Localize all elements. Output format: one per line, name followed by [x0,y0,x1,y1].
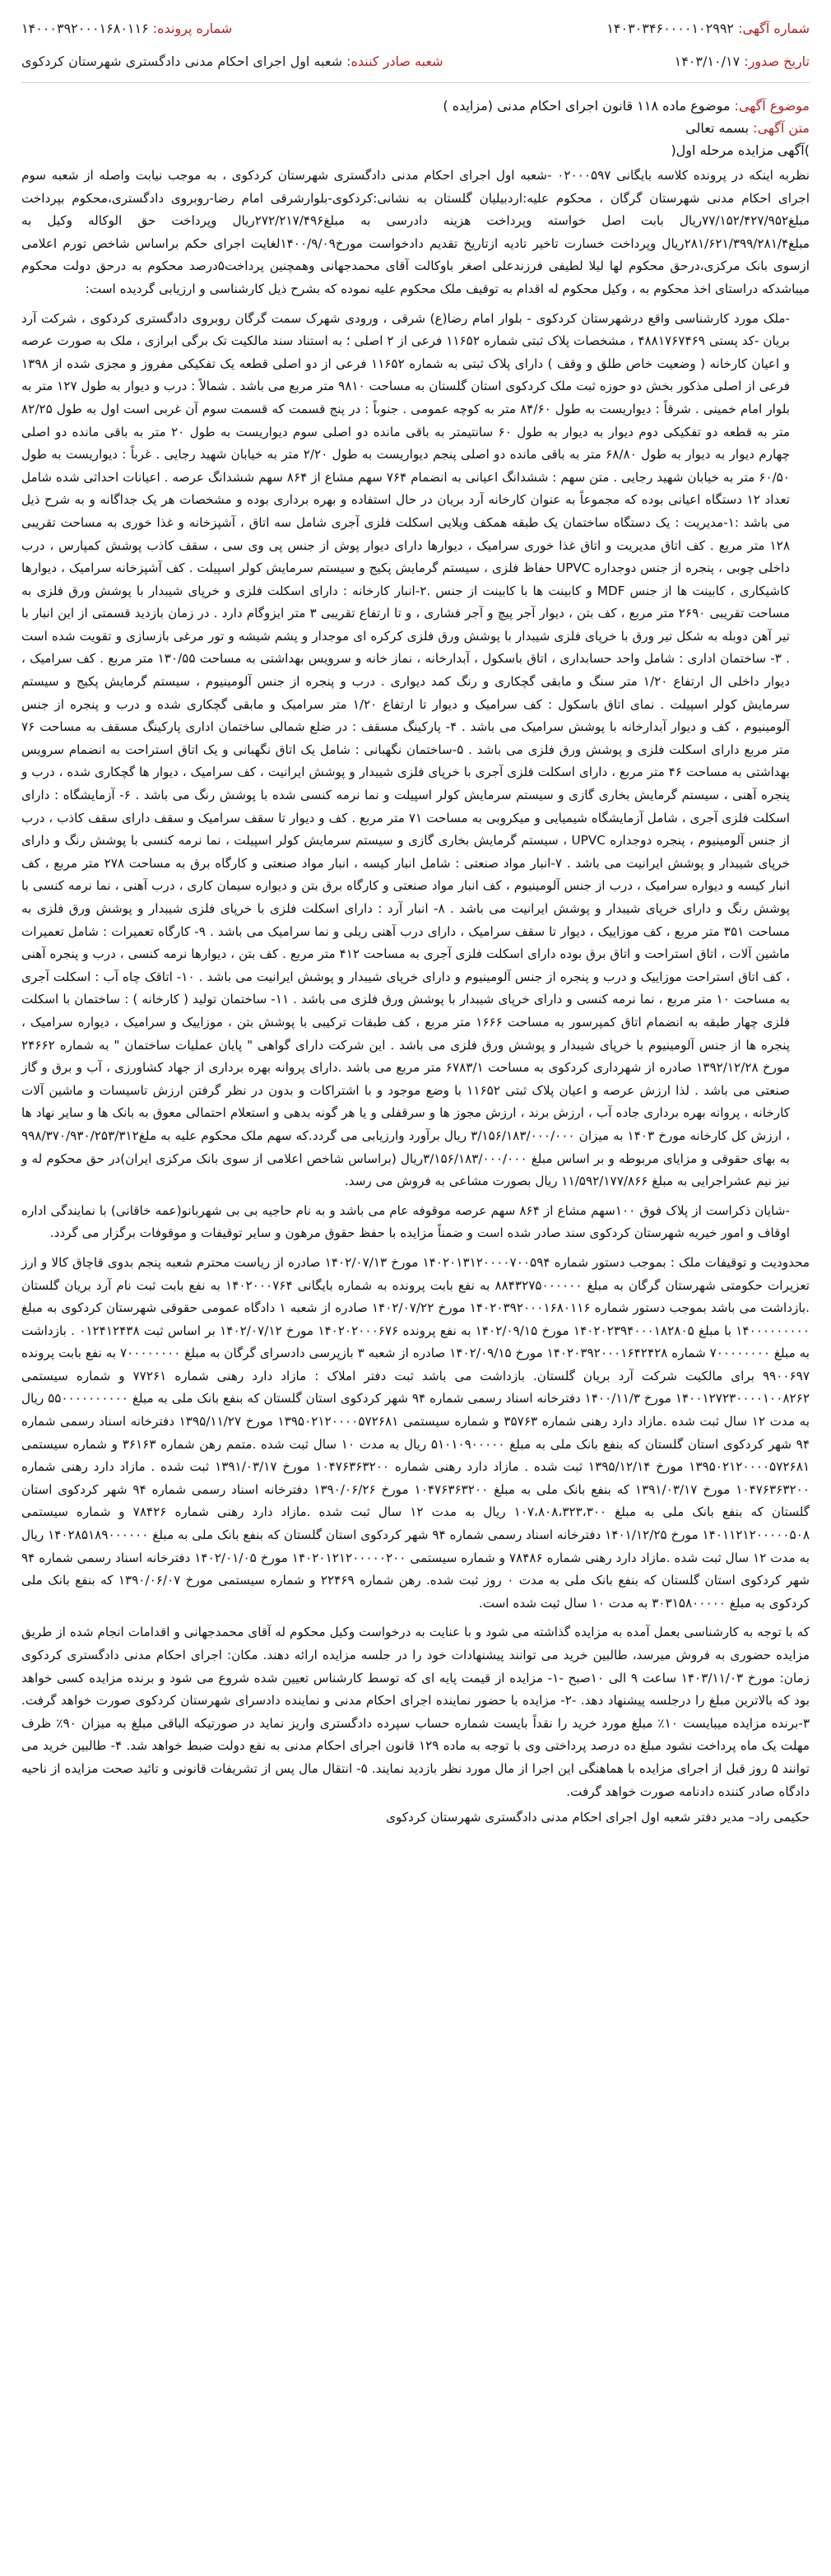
paragraph-case-intro: نظربه اینکه در پرونده کلاسه بایگانی ۰۲۰۰۰۵۹۷ -شعبه اول اجرای احکام مدنی دادگستری شهرستان کردکوی ، به موجب نیابت واصله از شعبه سوم اجرای احکام مدنی شهرستان گرگان ، محکوم علیه:اردبیلیان گلستان به نشانی:کردکوی-بلوارشرقی امام رضا-روبروی دادگستری،محکوم بپرداخت مبلغ۷۷/۱۵۲/۴۲۷/۹۵۲ریال بابت اصل خواسته وپرداخت هزینه دادرسی به مبلغ۲۷۲/۲۱۷/۴۹۶ریال وپرداخت حق الوکاله وکیل به مبلغ۲۸۱/۶۲۱/۳۹۹/۲۸۱/۴ریال وپرداخت خسارت تاخیر تادیه ازتاریخ تقدیم دادخواست مورخ۱۴۰۰/۹/۰۹لغایت اجرای حکم براساس شاخص تورم اعلامی ازسوی بانک مرکزی،درحق محکوم لها لیلا لطیفی فرزندعلی اصغر باوکالت آقای محمدجهانی وهمچنین پرداخت۵درصد محکوم به درحق دولت محکوم میباشدکه دراستای اخذ محکوم به ، وکیل محکوم له اقدام به توقیف ملک محکوم علیه نموده که بشرح ذیل کارشناسی و ارزیابی گردیده است: [21,168,810,296]
text-intro: بسمه تعالی [685,120,750,136]
text-label: متن آگهی: [753,120,810,136]
issue-date [675,53,810,69]
issuing-branch [21,53,443,69]
signature-line: حکیمی راد– مدیر دفتر شعبه اول اجرای احکام مدنی دادگستری شهرستان کردکوی [386,1810,810,1825]
case-number-label: شماره پرونده: [152,20,233,36]
issue-date-value: ۱۴۰۳/۱۰/۱۷ [674,53,740,69]
ad-number-value: ۱۴۰۳۰۳۴۶۰۰۰۰۱۰۲۹۹۲ [606,20,735,36]
issuing-branch-value: شعبه اول اجرای احکام مدنی دادگستری شهرستان کردکوی [21,53,342,69]
subject-label: موضوع آگهی: [734,98,810,114]
case-number-value: ۱۴۰۰۰۳۹۲۰۰۰۱۶۸۰۱۱۶ [21,20,149,36]
text-line [21,120,810,136]
subject-value: موضوع ماده ۱۱۸ قانون اجرای احکام مدنی (مزایده ) [443,98,731,114]
paragraph-auction-terms: که با توجه به کارشناسی بعمل آمده به مزایده گذاشته می شود و با عنایت به درخواست وکیل محکوم له آقای محمدجهانی و اقدامات انجام شده از طریق مزایده حضوری به فروش میرسد، طالبین خرید می توانند پیشنهادات خود را در جلسه مزایده ارائه دهند. مکان: اجرای احکام مدنی دادگستری کردکوی زمان: مورخ ۱۴۰۳/۱۱/۰۳ ساعت ۹ الی ۱۰صبح -۱- مزایده از قیمت پایه ای که توسط کارشناس تعیین شده شروع می شود و برنده مزایده کسی خواهد بود که بالاترین مبلغ را درجلسه پیشنهاد دهد. -۲- مزایده با حضور نماینده اجرای احکام مدنی و نماینده دادسرای شهرستان کردکوی صورت خواهد گرفت. ۳-برنده مزایده میبایست ۱۰٪ مبلغ مورد خرید را نقداً بایست شماره حساب سپرده دادگستری واریز نماید در صورتیکه الباقی مبلغ به میزان ۹۰٪ ظرف مهلت یک ماه پرداخت نشود مبلغ ده درصد پرداختی وی با توجه به ماده ۱۲۹ قانون اجرای احکام مدنی به نفع دولت ضبط خواهد شد. ۴- طالبین خرید می توانند ۵ روز قبل از اجرای مزایده با هماهنگی این اجرا از مال مورد نظر بازدید نمایند. ۵- انتقال مال پس از تشریفات قانونی و تائید صحت مزایده از ناحیه دادگاه صادر کننده دادنامه صورت خواهد گرفت. [21,1625,810,1799]
notice-header [21,12,810,83]
notice-meta [21,83,810,158]
ad-number [606,21,810,36]
paragraph-endowment-note: -شایان ذکراست از پلاک فوق ۱۰۰سهم مشاع از ۸۶۴ سهم عرصه موقوفه عام می باشد و به نام حاجیه بی بی شهربانو(عمه خاقانی) با نمایندگی اداره اوقاف و امور خیریه شهرستان کردکوی سند صادر شده است و ضمناً مزایده با حفظ حقوق مرهون و سایر توقیفات و موقوفات برگزار می گردد. [21,1202,790,1241]
paragraph-property-description: -ملک مورد کارشناسی واقع درشهرستان کردکوی - بلوار امام رضا(ع) شرقی ، ورودی شهرک سمت گرگان روبروی دادگستری کردکوی ، شرکت آرد بریان -کد پستی ۴۸۸۱۷۶۷۴۶۹ ، مشخصات پلاک ثبتی شماره ۱۱۶۵۲ فرعی از ۲ اصلی ؛ به استناد سند مالکیت تک برگی ابرازی ، ملک به صورت عرصه و اعیان کارخانه ( وضعیت خاص طلق و وقف ) دارای پلاک ثبتی به شماره ۱۱۶۵۲ فرعی از دو اصلی قطعه یک تفکیکی مفروز و مجزی شده از ۱۳۹۸ فرعی از اصلی مذکور بخش دو حوزه ثبت ملک کردکوی استان گلستان به مساحت ۹۸۱۰ متر مربع می باشد . شمالاً : درب و دیوار به طول ۱۲۷ متر به بلوار امام خمینی . شرقاً : دیواریست به طول ۸۴/۶۰ متر به کوچه عمومی . جنوباً : در پنج قسمت که قسمت سوم آن غربی است اول به طول ۸۲/۲۵ متر به قطعه دو تفکیکی دوم دیوار به دیوار به طول ۶۰ سانتیمتر به باقی مانده دو اصلی سوم دیواریست به طول ۲۰ متر به باقی مانده دو اصلی چهارم دیوار به دیوار به طول ۶۸/۸۰ متر به باقی مانده دو اصلی پنجم دیواریست به طول ۲/۲۰ متر به خیابان شهید رجایی . غرباً : دیواریست به طول ۶۰/۵۰ متر به خیابان شهید رجایی . متن سهم : ششدانگ اعیانی به انضمام ۷۶۴ سهم مشاع از ۸۶۴ سهم ششدانگ عرصه . اعیانات احداثی شده شامل تعداد ۱۲ دستگاه اعیانی بوده که مجموعاً به عنوان کارخانه آرد بریان در حال استفاده و بهره برداری بوده و مشخصات هر یک جداگانه و به شرح ذیل می باشد :۱-مدیریت : یک دستگاه ساختمان یک طبقه همکف ویلایی اسکلت فلزی آجری شامل سه اتاق ، آشپزخانه و غذا خوری به مساحت تقریبی ۱۲۸ متر مربع . کف اتاق مدیریت و اتاق غذا خوری سرامیک ، دیوارها دارای دیوار پوش از جنس پی وی سی ، سقف کاذب پوشش کمپارس ، درب داخلی چوبی ، پنجره از جنس دوجداره UPVC حفاظ فلزی ، سیستم گرمایش پکیج و سیستم سرمایش کولر اسپیلت . کف آشپزخانه سرامیک ، دیوارها کاشیکاری ، کابینت ها از جنس MDF و کابینت ها با کابینت از جنس .۲-انبار کارخانه : دارای اسکلت فلزی و خرپای شیبدار با پوشش ورق فلزی به مساحت تقریبی ۲۶۹۰ متر مربع ، کف بتن ، دیوار آجر پیچ و آجر فشاری ، و تا ارتفاع تقریبی ۳ متر ایزوگام دارد . در زمان بازدید قسمتی از این انبار با تیر آهن دوبله به شکل تیر ورق با خرپای فلزی شیبدار با پوشش ورق فلزی کرکره ای موجدار و پشم شیشه و تور مرغی بازسازی و تقویت شده است . ۳- ساختمان اداری : شامل واحد حسابداری ، اتاق باسکول ، آبدارخانه ، نماز خانه و سرویس بهداشتی به مساحت ۱۳۰/۵۵ متر مربع . کف سرامیک ، دیوار داخلی ال ارتفاع ۱/۲۰ متر سنگ و مابقی گچکاری و رنگ کمد دیواری . درب و پنجره از جنس آلومینیوم ، سیستم گرمایش پکیج و سیستم سرمایش کولر اسپیلت . نمای اتاق باسکول : کف سرامیک و دیوار تا ارتفاع ۱/۲۰ متر سرامیک و مابقی گچکاری شده و درب و پنجره از جنس آلومینیوم ، کف و دیوار آبدارخانه با پوشش سرامیک می باشد . ۴- پارکینگ مسقف : در ضلع شمالی ساختمان اداری پارکینگ مسقف به مساحت ۷۶ متر مربع دارای اسکلت فلزی و پوشش ورق فلزی می باشد . ۵-ساختمان نگهبانی : شامل یک اتاق نگهبانی و یک اتاق استراحت به انضمام سرویس بهداشتی به مساحت ۴۶ متر مربع ، دارای اسکلت فلزی آجری با خرپای فلزی شیبدار و پوشش ایرانیت ، کف سرامیک ، دیوار ها گچکاری شده ، درب و پنجره آهنی ، سیستم گرمایش بخاری گازی و سیستم سرمایش کولر اسپیلت و نما نرمه کنسی شده با پوشش رنگ می باشد . ۶- آزمایشگاه : دارای اسکلت فلزی آجری ، شامل آزمایشگاه شیمیایی و میکروبی به مساحت ۷۱ متر مربع . کف و دیوار تا سقف سرامیک و سقف دارای سقف کاذب ، درب از جنس آلومینیوم ، پنجره دوجداره UPVC ، سیستم گرمایش بخاری گازی و سیستم سرمایش کولر اسپیلت ، نما نرمه کنسی با پوشش رنگ و دارای خرپای شیبدار و پوشش ایرانیت می باشد . ۷-انبار مواد صنعتی : شامل انبار کیسه ، انبار مواد صنعتی و کارگاه برق به مساحت ۲۷۸ متر مربع ، کف انبار کیسه و دیواره سرامیک ، درب از جنس آلومینیوم ، کف انبار مواد صنعتی و کارگاه برق بتن و دیواره سیمان کاری ، درب آهنی ، نما نرمه کنسی با پوشش رنگ و دارای خرپای شیبدار و پوشش ایرانیت می باشد . ۸- انبار آرد : دارای اسکلت فلزی با خرپای فلزی شیبدار و پوشش ورق فلزی به مساحت ۳۵۱ متر مربع ، کف موزاییک ، دیوار تا سقف سرامیک ، دارای درب آهنی ریلی و نما سرامیک می باشد . ۹- کارگاه تعمیرات : شامل تعمیرات ماشین آلات ، اتاق استراحت و اتاق برق بوده دارای اسکلت فلزی آجری به مساحت ۴۱۲ متر مربع . کف بتن ، دیوارها نرمه کنسی ، درب و پنجره آهنی ، کف اتاق استراحت موزاییک و درب و پنجره از جنس آلومینیوم و دارای خرپای شیبدار و پوشش ایرانیت می باشد . ۱۰- اتاقک چاه آب : اسکلت آجری به مساحت ۱۰ متر مربع ، نما نرمه کنسی و دارای خرپای شیبدار با پوشش ورق فلزی می باشد . ۱۱- ساختمان تولید ( کارخانه ) : ساختمان با اسکلت فلزی چهار طبقه به انضمام اتاق کمپرسور به مساحت ۱۶۶۶ متر مربع ، کف طبقات ترکیبی با پوشش بتن ، موزاییک و سرامیک ، دیواره سرامیک ، پنجره ها از جنس آلومینیوم با خرپای شیبدار و پوشش ورق فلزی می باشد . این شرکت دارای گواهی " پایان عملیات ساختمان " به شماره ۲۴۶۶۲ مورخ ۱۳۹۲/۱۲/۲۸ صادره از شهرداری کردکوی به مساحت ۶۷۸۳/۱ متر مربع می باشد .دارای پروانه بهره برداری از جهاد کشاورزی ، آب و برق و گاز صنعتی می باشد . لذا ارزش عرصه و اعیان پلاک ثبتی ۱۱۶۵۲ با وضع موجود و با اشتراکات و بدون در نظر گرفتن ارزش تاسیسات و ماشین آلات کارخانه ، پروانه بهره برداری جاده آب ، ارزش برند ، ارزش مجوز ها و سرقفلی و یا هر گونه بدهی و استعلام احتمالی معوق به بانک ها و سایر نهاد ها ، ارزش کل کارخانه مورخ ۱۴۰۳ به میزان ۳/۱۵۶/۱۸۳/۰۰۰/۰۰۰ ریال برآورد وارزیابی می گردد.که سهم ملک محکوم علیه به ملغ۹۹۸/۳۷۰/۹۳۰/۲۵۳/۳۱۲ به بهای حقوقی و مزایای مربوطه و بر اساس مبلغ ۳/۱۵۶/۱۸۳/۰۰۰/۰۰۰ریال (براساس شاخص اعلامی از سوی بانک مرکزی ایران)در حق محکوم له و نیز نیم عشراجرایی به مبلغ ۱۱/۵۹۲/۱۷۷/۸۶۶ ریال بصورت مشاعی به فروش می رسد. [21,310,791,1189]
notice-title: )آگهی مزایده مرحله اول( [671,142,810,158]
issue-date-label: تاریخ صدور: [744,53,810,69]
case-number [21,21,232,36]
notice-body [21,165,810,1803]
subject-line [21,98,810,114]
header-row-2 [21,44,810,77]
ad-number-label: شماره آگهی: [738,20,810,36]
paragraph-restrictions: محدودیت و توقیفات ملک : بموجب دستور شماره ۱۴۰۲۰۱۳۱۲۰۰۰۰۷۰۰۵۹۴ مورخ ۱۴۰۲/۰۷/۱۳ صادره از ریاست محترم شعبه پنجم بدوی قاچاق کالا و ارز تعزیرات حکومتی شهرستان گرگان به مبلغ ۸۸۴۳۲۷۵۰۰۰۰۰۰ به نفع بابت پرونده به شماره بایگانی ۱۴۰۲۰۰۰۷۶۴ به نفع بابت ثبت نام آرد بریان گلستان .بازداشت می باشد بموجب دستور شماره ۱۴۰۲۰۳۹۲۰۰۰۱۶۸۰۱۱۶ مورخ ۱۴۰۲/۰۷/۲۲ صادره از شعبه ۱ دادگاه عمومی حقوقی شهرستان کردکوی به مبلغ ۱۴۰۰۰۰۰۰۰۰۰ با مبلغ ۱۴۰۲۰۲۳۹۴۰۰۰۱۸۲۸۰۵ مورخ ۱۴۰۲/۰۹/۱۵ به نفع پرونده ۱۴۰۲۰۲۰۰۰۶۷۶ مورخ ۱۴۰۲/۰۷/۱۲ بر اساس ثبت ۰۱۲۴۱۲۴۳۸ . بازداشت به مبلغ ۷۰۰۰۰۰۰۰۰ شماره ۱۴۰۲۰۳۹۲۰۰۰۱۶۴۲۴۲۸ مورخ ۱۴۰۲/۰۹/۱۵ صادره از شعبه ۳ بازپرسی دادسرای گرگان به مبلغ ۷۰۰۰۰۰۰۰۰ به نفع بابت پرونده ۹۹۰۰۶۹۷ برای مالکیت شرکت آرد بریان گلستان. بازداشت می باشد ثبت دفتر املاک : مازاد دارد رهنی شماره ۷۷۲۶۱ و شماره سیستمی ۱۴۰۰۱۲۷۲۳۰۰۰۰۱۰۰۸۲۶۲ مورخ ۱۴۰۰/۱۱/۳ دفترخانه اسناد رسمی شماره ۹۴ شهر کردکوی استان گلستان که بنفع بانک ملی به مبلغ ۵۵۰۰۰۰۰۰۰۰۰۰ ریال به مدت ۱۲ سال ثبت شده .مازاد دارد رهنی شماره ۳۵۷۶۳ و شماره سیستمی ۱۳۹۵۰۲۱۲۰۰۰۰۵۷۲۶۸۱ مورخ ۱۳۹۵/۱۱/۲۷ دفترخانه اسناد رسمی شماره ۹۴ شهر کردکوی استان گلستان که بنفع بانک ملی به مبلغ ۵۱۰۱۰۹۰۰۰۰۰ ریال به مدت ۱۰ سال ثبت شده .متمم رهن شماره ۳۶۱۶۳ و شماره سیستمی ۱۳۹۵۰۲۱۲۰۰۰۰۵۷۲۶۸۱ مورخ ۱۳۹۵/۱۲/۱۴ ثبت شده . مازاد دارد رهنی شماره ۱۰۴۷۶۳۶۳۲۰۰ مورخ ۱۳۹۱/۰۳/۱۷ ثبت شده . مازاد دارد رهنی شماره ۱۰۴۷۶۳۶۳۲۰۰ مورخ ۱۳۹۱/۰۳/۱۷ که بنفع بانک ملی به مبلغ ۱۰۴۷۶۳۶۳۲۰۰ مورخ ۱۳۹۰/۰۶/۲۶ دفترخانه اسناد رسمی شماره ۹۴ شهر کردکوی استان گلستان که بنفع بانک ملی به مبلغ ۱۰۷،۸۰۸،۳۲۳،۳۰۰ ریال به مدت ۱۲ سال ثبت شده .مازاد دارد رهنی شماره ۷۸۴۲۶ و شماره سیستمی ۱۴۰۱۱۲۱۲۰۰۰۰۰۵۰۸ مورخ ۱۴۰۱/۱۲/۲۵ دفترخانه اسناد رسمی شماره ۹۴ شهر کردکوی استان گلستان که بنفع بانک ملی به مبلغ ۱۴۰۲۸۵۱۸۹۰۰۰۰۰۰ ریال به مدت ۱۲ سال ثبت شده .مازاد دارد رهنی شماره ۷۸۴۸۶ و شماره سیستمی ۱۴۰۲۰۱۲۱۲۰۰۰۰۰۲۰۰ مورخ ۱۴۰۲/۰۱/۰۵ دفترخانه اسناد رسمی شماره ۹۴ شهر کردکوی استان گلستان که بنفع بانک ملی به مدت ۰ روز ثبت شده. رهن شماره ۲۲۴۶۹ و شماره سیستمی مورخ ۱۳۹۰/۰۶/۰۷ که بنفع بانک ملی کردکوی به مبلغ ۳۰۳۱۵۸۰۰۰۰۰ به مدت ۱۰ سال ثبت شده است. [21,1254,810,1611]
issuing-branch-label: شعبه صادر کننده: [346,53,443,69]
header-row-1 [21,12,810,44]
